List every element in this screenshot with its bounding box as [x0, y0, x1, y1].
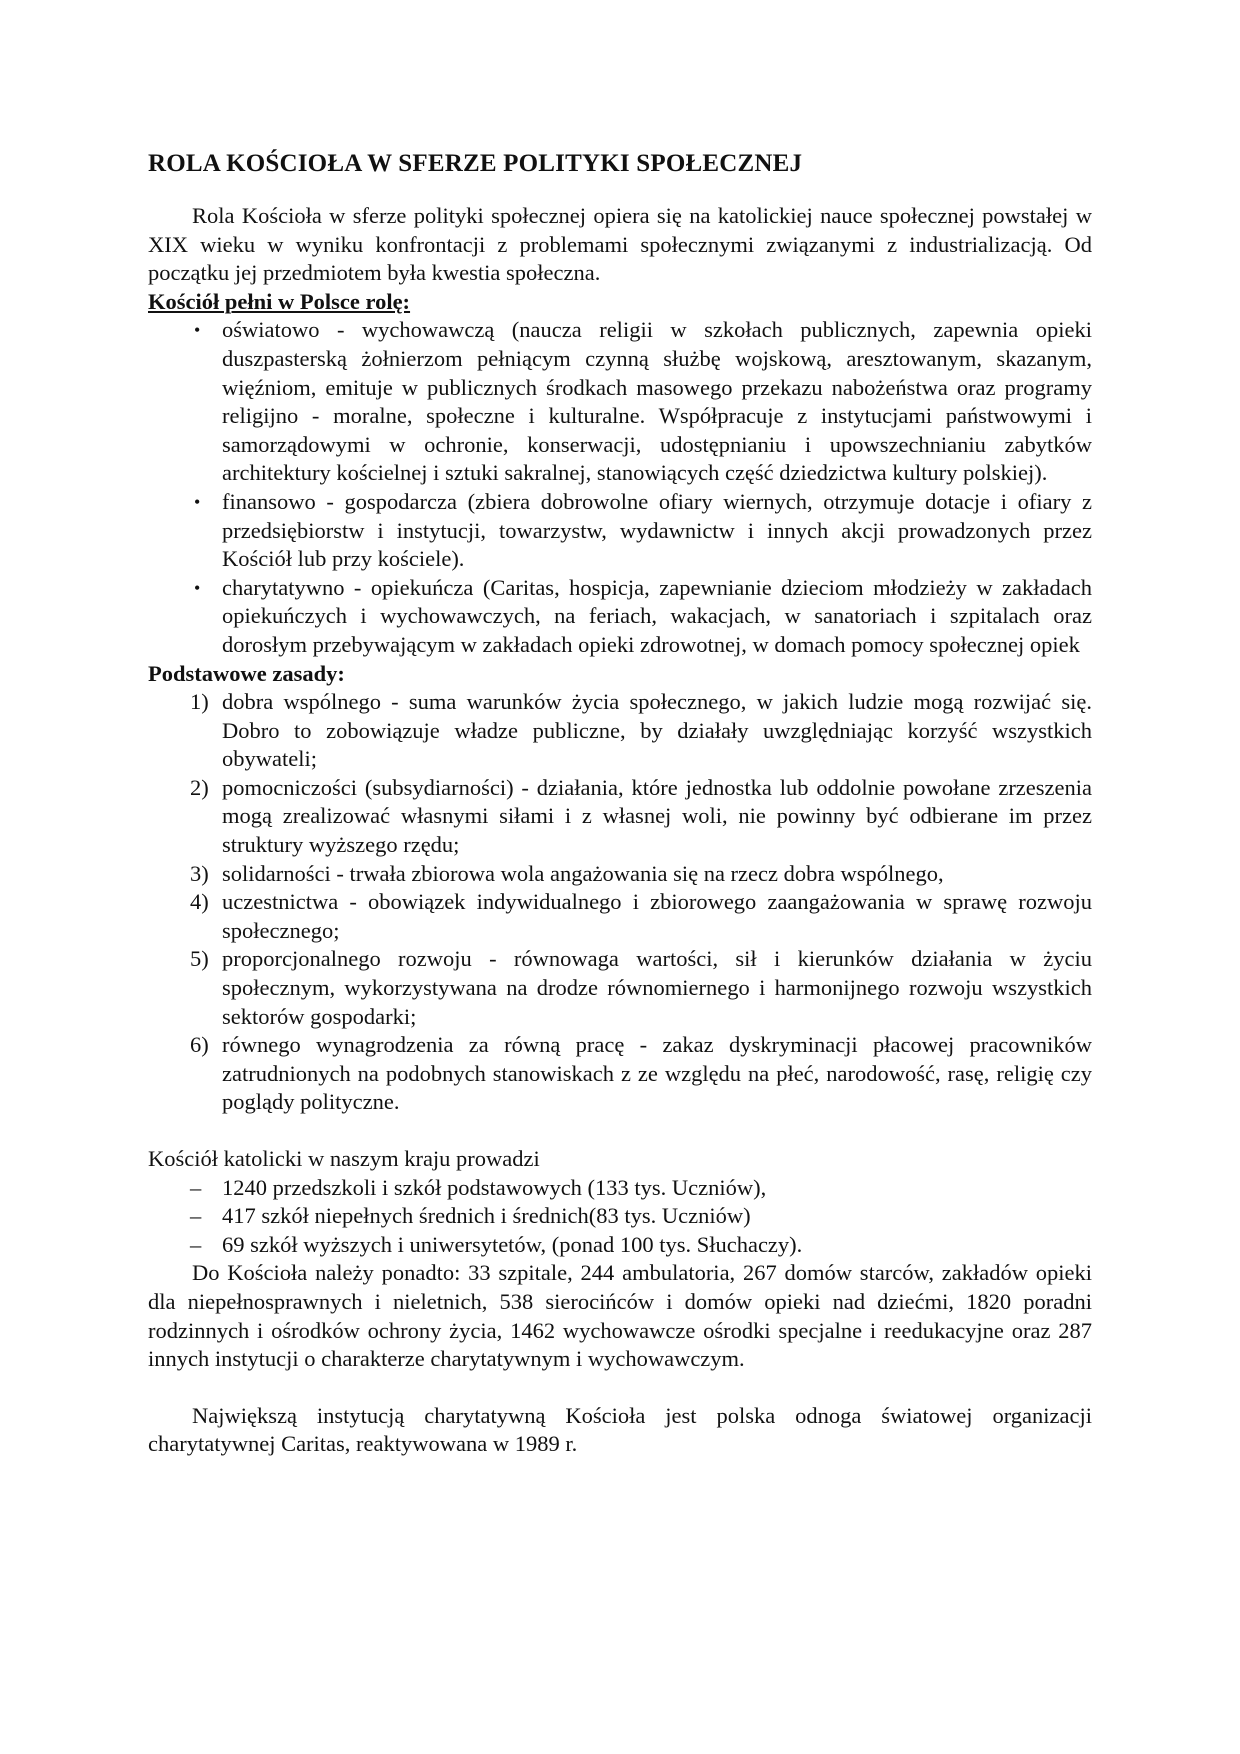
- list-item-text: uczestnictwa - obowiązek indywidualnego i zbiorowego zaangażowania w sprawę rozwoju społecznego;: [222, 889, 1092, 943]
- bullet-icon: •: [194, 577, 201, 598]
- item-number: 6): [190, 1032, 209, 1058]
- intro-paragraph: Rola Kościoła w sferze polityki społecznej opiera się na katolickiej nauce społecznej powstałej w XIX wieku w wyniku konfrontacji z problemami społecznymi związanymi z industrializacją. Od początku jej przedmiotem była kwestia społeczna.: [148, 203, 1092, 286]
- list-item-text: 1240 przedszkoli i szkół podstawowych (133 tys. Uczniów),: [222, 1174, 767, 1200]
- list-item: [194, 574, 1092, 660]
- dash-icon: –: [190, 1174, 202, 1200]
- list-item-text: 69 szkół wyższych i uniwersytetów, (ponad 100 tys. Słuchaczy).: [222, 1231, 803, 1257]
- bullet-icon: •: [194, 491, 201, 512]
- church-runs-line: Kościół katolicki w naszym kraju prowadzi: [148, 1146, 540, 1171]
- list-item-text: dobra wspólnego - suma warunków życia społecznego, w jakich ludzie mogą rozwijać się. Dobro to zobowiązuje władze publiczne, by działały uwzględniając korzyść wszystkich obywateli;: [222, 689, 1092, 772]
- list-item: [194, 316, 1092, 488]
- roles-list: [148, 316, 1092, 659]
- list-item-text: równego wynagrodzenia za równą pracę - zakaz dyskryminacji płacowej pracowników zatrudnionych na podobnych stanowiskach z ze względu na płeć, narodowość, rasę, religię czy poglądy polityczne.: [222, 1032, 1092, 1115]
- list-item-text: proporcjonalnego rozwoju - równowaga wartości, sił i kierunków działania w życiu społecznym, wykorzystywana na drodze równomiernego i harmonijnego rozwoju wszystkich sektorów gospodarki;: [222, 946, 1092, 1029]
- list-item: [190, 774, 1092, 860]
- roles-heading: Kościół pełni w Polsce rolę:: [148, 288, 411, 314]
- list-item: [190, 888, 1092, 945]
- spacer: [148, 1117, 1092, 1145]
- dash-icon: –: [190, 1231, 202, 1257]
- item-number: 3): [190, 860, 209, 886]
- list-item-text: pomocniczości (subsydiarności) - działania, które jednostka lub oddolnie powołane zrzeszenia mogą zrealizować własnymi siłami i z własnej woli, nie powinny być odbierane im przez struktury wyższego rzędu;: [222, 774, 1092, 858]
- list-item: [194, 488, 1092, 574]
- list-item: [190, 1231, 1092, 1260]
- list-item-text: finansowo - gospodarcza (zbiera dobrowolne ofiary wiernych, otrzymuje dotacje i ofiary z przedsiębiorstw i instytucji, towarzystw, wydawnictw i innych akcji prowadzonych przez Kościół lub przy kościele).: [222, 488, 1092, 572]
- list-item: [190, 1202, 1092, 1231]
- list-item-text: 417 szkół niepełnych średnich i średnich(83 tys. Uczniów): [222, 1203, 751, 1229]
- institutions-list: [148, 1174, 1092, 1260]
- principles-list: [148, 688, 1092, 1117]
- additional-paragraph: Do Kościoła należy ponadto: 33 szpitale, 244 ambulatoria, 267 domów starców, zakładów opieki dla niepełnosprawnych i nieletnich, 538 sierocińców i domów opieki nad dziećmi, 1820 poradni rodzinnych i ośrodków ochrony życia, 1462 wychowawcze ośrodki specjalne i reedukacyjne oraz 287 innych instytucji o charakterze charytatywnym i wychowawczym.: [148, 1260, 1092, 1372]
- list-item-text: solidarności - trwała zbiorowa wola angażowania się na rzecz dobra wspólnego,: [222, 860, 944, 886]
- bullet-icon: •: [194, 320, 201, 341]
- dash-icon: –: [190, 1203, 202, 1229]
- list-item-text: charytatywno - opiekuńcza (Caritas, hospicja, zapewnianie dzieciom młodzieży w zakładach opiekuńczych i wychowawczych, na feriach, wakacjach, w sanatoriach i szpitalach oraz dorosłym przebywającym w zakładach opieki zdrowotnej, w domach pomocy społecznej opiek: [222, 574, 1092, 657]
- list-item: [190, 688, 1092, 774]
- list-item: [190, 1174, 1092, 1203]
- list-item: [190, 860, 1092, 889]
- page-title: ROLA KOŚCIOŁA W SFERZE POLITYKI SPOŁECZNEJ: [148, 150, 803, 177]
- item-number: 5): [190, 946, 209, 972]
- list-item: [190, 1031, 1092, 1117]
- list-item: [190, 945, 1092, 1031]
- spacer: [148, 1374, 1092, 1402]
- item-number: 4): [190, 889, 209, 915]
- caritas-paragraph: Największą instytucją charytatywną Kościoła jest polska odnoga światowej organizacji charytatywnej Caritas, reaktywowana w 1989 r.: [148, 1402, 1092, 1457]
- principles-heading: Podstawowe zasady:: [148, 660, 345, 686]
- item-number: 2): [190, 774, 209, 800]
- item-number: 1): [190, 689, 209, 715]
- document-page: [148, 146, 1092, 1459]
- list-item-text: oświatowo - wychowawczą (naucza religii w szkołach publicznych, zapewnia opieki duszpasterską żołnierzom pełniącym czynną służbę wojskową, aresztowanym, skazanym, więźniom, emituje w publicznych środkach masowego przekazu nabożeństwa oraz programy religijno - moralne, społeczne i kulturalne. Współpracuje z instytucjami państwowymi i samorządowymi w ochronie, konserwacji, udostępnianiu i upowszechnianiu zabytków architektury kościelnej i sztuki sakralnej, stanowiących część dziedzictwa kultury polskiej).: [222, 317, 1092, 486]
